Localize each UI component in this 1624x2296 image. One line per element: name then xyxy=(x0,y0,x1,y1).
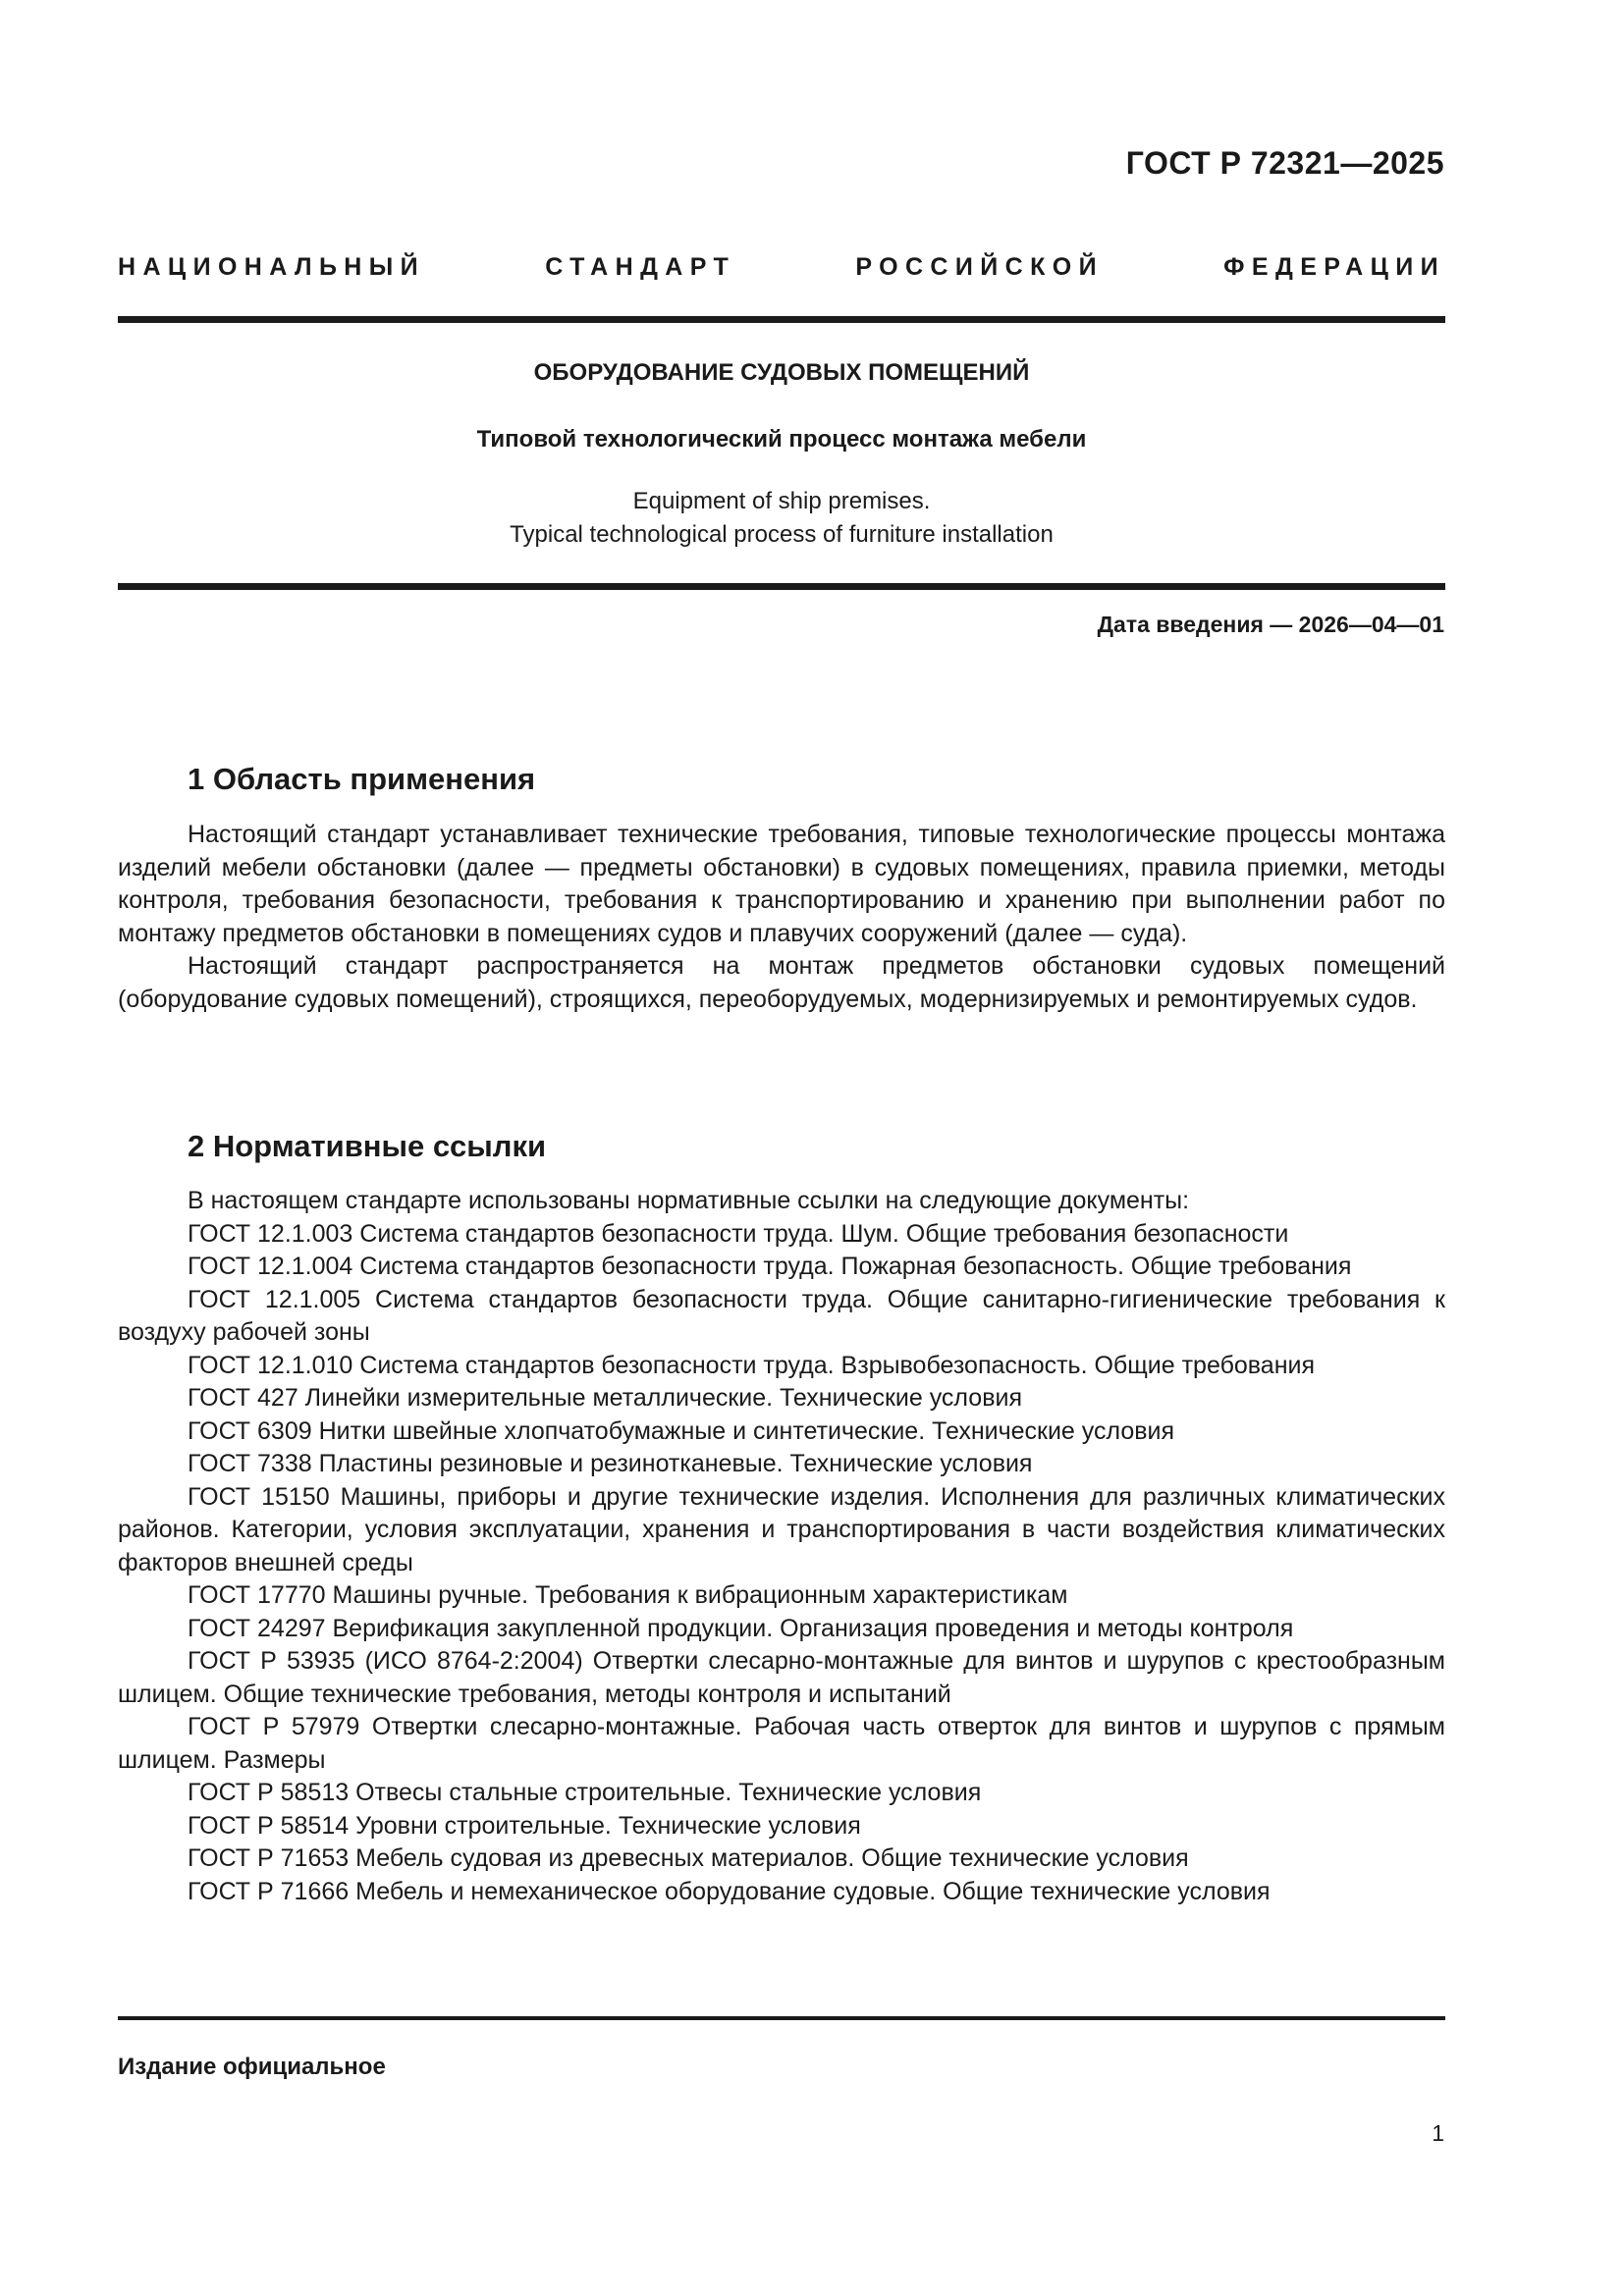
reference-item: ГОСТ 17770 Машины ручные. Требования к вибрационным характеристикам xyxy=(188,1581,1068,1609)
introduction-date: Дата введения — 2026—04—01 xyxy=(1097,612,1444,637)
reference-item: ГОСТ 12.1.004 Система стандартов безопасности труда. Пожарная безопасность. Общие требования xyxy=(188,1253,1352,1280)
document-title: ОБОРУДОВАНИЕ СУДОВЫХ ПОМЕЩЕНИЙ xyxy=(533,359,1030,386)
footer-divider xyxy=(118,2016,1445,2020)
section-2-heading: 2 Нормативные ссылки xyxy=(188,1129,547,1163)
page-number: 1 xyxy=(1432,2120,1444,2146)
english-title xyxy=(118,485,1445,552)
reference-item: ГОСТ 6309 Нитки швейные хлопчатобумажные и синтетические. Технические условия xyxy=(188,1416,1175,1445)
official-edition-label: Издание официальное xyxy=(118,2054,386,2080)
reference-item: ГОСТ 7338 Пластины резиновые и резинотканевые. Технические условия xyxy=(188,1450,1033,1477)
reference-item: ГОСТ 12.1.010 Система стандартов безопасности труда. Взрывобезопасность. Общие требования xyxy=(188,1351,1316,1379)
reference-item: ГОСТ 12.1.005 Система стандартов безопасности труда. Общие санитарно-гигиенические требования к воздуху рабочей зоны xyxy=(118,1285,1445,1346)
section-1-body xyxy=(118,819,1445,1016)
section-2-body xyxy=(118,1185,1445,1908)
reference-item: ГОСТ Р 71666 Мебель и немеханическое оборудование судовые. Общие технические условия xyxy=(188,1877,1271,1905)
reference-item: ГОСТ 15150 Машины, приборы и другие технические изделия. Исполнения для различных климатических районов. Категории, условия эксплуатации, хранения и транспортирования в части воздействия климатических факторов внешней среды xyxy=(118,1482,1445,1576)
reference-item: ГОСТ 12.1.003 Система стандартов безопасности труда. Шум. Общие требования безопасности xyxy=(188,1219,1289,1248)
reference-item: ГОСТ Р 53935 (ИСО 8764-2:2004) Отвертки слесарно-монтажные для винтов и шурупов с крестообразным шлицем. Общие технические требования, методы контроля и испытаний xyxy=(118,1647,1445,1708)
paragraph: Настоящий стандарт устанавливает технические требования, типовые технологические процессы монтажа изделий мебели обстановки (далее — предметы обстановки) в судовых помещениях, правила приемки, методы контроля, требования безопасности, требования к транспортированию и хранению при выполнении работ по монтажу предметов обстановки в помещениях судов и плавучих сооружений (далее — суда). xyxy=(118,821,1445,947)
header-divider xyxy=(118,316,1445,323)
paragraph: Настоящий стандарт распространяется на монтаж предметов обстановки судовых помещений (оборудование судовых помещений), строящихся, переоборудуемых, модернизируемых и ремонтируемых судов. xyxy=(118,952,1445,1013)
document-number: ГОСТ Р 72321—2025 xyxy=(1125,145,1444,181)
reference-item: ГОСТ Р 57979 Отвертки слесарно-монтажные. Рабочая часть отверток для винтов и шурупов с прямым шлицем. Размеры xyxy=(118,1713,1445,1774)
title-divider xyxy=(118,583,1445,590)
english-title-line-2: Typical technological process of furniture installation xyxy=(510,521,1054,548)
document-subtitle: Типовой технологический процесс монтажа мебели xyxy=(476,426,1087,453)
reference-intro: В настоящем стандарте использованы нормативные ссылки на следующие документы: xyxy=(188,1187,1190,1214)
reference-item: ГОСТ Р 58513 Отвесы стальные строительные. Технические условия xyxy=(188,1779,982,1806)
reference-item: ГОСТ 427 Линейки измерительные металлические. Технические условия xyxy=(188,1384,1022,1412)
english-title-line-1: Equipment of ship premises. xyxy=(632,488,931,514)
reference-item: ГОСТ 24297 Верификация закупленной продукции. Организация проведения и методы контроля xyxy=(188,1614,1294,1642)
section-1-heading: 1 Область применения xyxy=(188,762,536,796)
reference-item: ГОСТ Р 58514 Уровни строительные. Технические условия xyxy=(188,1811,861,1840)
reference-item: ГОСТ Р 71653 Мебель судовая из древесных материалов. Общие технические условия xyxy=(188,1844,1189,1872)
national-standard-banner: НАЦИОНАЛЬНЫЙ СТАНДАРТ РОССИЙСКОЙ ФЕДЕРАЦИИ xyxy=(118,253,1445,281)
